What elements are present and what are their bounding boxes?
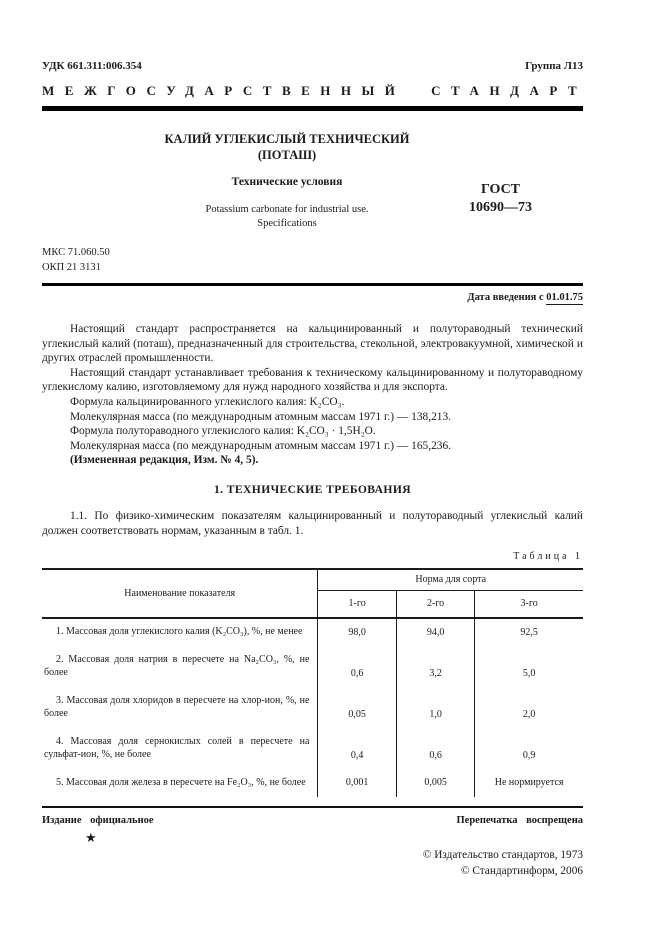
- table-row: [42, 688, 583, 729]
- grade-2-value: 94,0: [396, 618, 474, 647]
- udk-code: УДК 661.311:006.354: [42, 60, 142, 72]
- section-1-heading: 1. ТЕХНИЧЕСКИЕ ТРЕБОВАНИЯ: [213, 482, 412, 496]
- grade-3-value: Не нормируется: [494, 777, 564, 789]
- mks-code: МКС 71.060.50: [42, 247, 110, 258]
- intro-paragraph-2: Настоящий стандарт устанавливает требования к техническому кальцинированному и полутораводному углекислому калию, изготовляемому для нужд народного хозяйства и для экспорта.: [42, 366, 583, 394]
- standard-banner: МЕЖГОСУДАРСТВЕННЫЙ СТАНДАРТ: [42, 83, 588, 98]
- column-header-group: Норма для сорта: [318, 569, 583, 591]
- table-row: [42, 729, 583, 770]
- star-icon: ★: [85, 830, 97, 846]
- top-divider-rule: [42, 106, 583, 111]
- grade-2-value: 1,0: [396, 688, 474, 729]
- indicator-name: 1. Массовая доля углекислого калия (K₂CO₃), %, не менее: [42, 618, 318, 647]
- copyright-line-1973: © Издательство стандартов, 1973: [422, 849, 583, 862]
- column-header-grade-1: 1-го: [318, 591, 396, 619]
- column-header-grade-2: 2-го: [396, 591, 474, 619]
- okp-code: ОКП 21 3131: [42, 262, 101, 273]
- clause-1-1: 1.1. По физико-химическим показателям кальцинированный и полутораводный углекислый калий должен соответствовать нормам, указанным в табл. 1.: [42, 509, 583, 537]
- effective-date-label: Дата введения с: [467, 292, 544, 303]
- codes-block: [42, 245, 583, 275]
- grade-1-value: 0,4: [318, 729, 396, 770]
- page-content: [42, 60, 588, 879]
- gost-number: 10690—73: [469, 200, 532, 215]
- english-title: Potassium carbonate for industrial use.: [205, 204, 369, 215]
- grade-1-value: 0,6: [318, 647, 396, 688]
- document-title: [97, 131, 477, 163]
- group-code: Группа Л13: [525, 60, 583, 72]
- second-divider-rule: [42, 283, 583, 286]
- grade-1-value: 0,05: [318, 688, 396, 729]
- indicator-name: 4. Массовая доля сернокислых солей в пересчете на сульфат-ион, %, не более: [42, 729, 318, 770]
- effective-date-value: 01.01.75: [546, 292, 583, 303]
- grade-1-value: 98,0: [318, 618, 396, 647]
- no-reprint-label: Перепечатка воспрещена: [456, 815, 583, 827]
- table-row: [42, 647, 583, 688]
- classification-row: [42, 60, 583, 72]
- document-title-line1: КАЛИЙ УГЛЕКИСЛЫЙ ТЕХНИЧЕСКИЙ: [164, 132, 410, 146]
- footer-divider-rule: [42, 806, 583, 808]
- formula-calcined-line: Формула кальцинированного углекислого калия: K₂CO₃.: [70, 395, 345, 408]
- indicator-name: 2. Массовая доля натрия в пересчете на Na₂CO₃, %, не более: [42, 647, 318, 688]
- grade-3-value: 5,0: [522, 667, 536, 679]
- gost-designation: [418, 181, 583, 217]
- official-edition-label: Издание официальное: [42, 815, 154, 827]
- table-row: [42, 770, 583, 798]
- grade-3-value: 2,0: [522, 708, 536, 720]
- grade-3-value: 0,9: [522, 749, 536, 761]
- indicator-name: 3. Массовая доля хлоридов в пересчете на хлор-ион, %, не более: [42, 688, 318, 729]
- grade-2-value: 3,2: [396, 647, 474, 688]
- column-header-grade-3: 3-го: [475, 591, 583, 619]
- amendment-note: (Измененная редакция, Изм. № 4, 5).: [70, 454, 259, 467]
- norms-table-header: [42, 569, 583, 618]
- norms-table: [42, 568, 583, 797]
- table-row: [42, 618, 583, 647]
- document-title-line2: (ПОТАШ): [257, 148, 317, 162]
- copyright-line-2006: © Стандартинформ, 2006: [460, 865, 583, 878]
- gost-label: ГОСТ: [480, 182, 521, 197]
- grade-1-value: 0,001: [318, 770, 396, 798]
- column-header-name: Наименование показателя: [42, 569, 318, 618]
- document-subtitle: Технические условия: [231, 176, 343, 188]
- effective-date-line: [42, 292, 583, 303]
- title-section: [42, 131, 583, 275]
- footer-row: [42, 815, 583, 826]
- indicator-name: 5. Массовая доля железа в пересчете на Fe₂O₃, %, не более: [42, 770, 318, 798]
- grade-3-value: 92,5: [520, 626, 538, 638]
- intro-paragraph-1: Настоящий стандарт распространяется на кальцинированный и полутораводный технический углекислый калий (поташ), предназначенный для строительства, стекольной, электровакуумной, химической и других отраслей промышленности.: [42, 323, 583, 365]
- copyright-block: [42, 847, 583, 879]
- molecular-mass-calcined-line: Молекулярная масса (по международным атомным массам 1971 г.) — 138,213.: [70, 410, 451, 423]
- molecular-mass-hydrate-line: Молекулярная масса (по международным атомным массам 1971 г.) — 165,236.: [70, 439, 451, 452]
- formula-hydrate-line: Формула полутораводного углекислого калия: K₂CO₃ · 1,5H₂O.: [70, 425, 376, 438]
- english-subtitle: Specifications: [257, 218, 317, 229]
- grade-2-value: 0,6: [396, 729, 474, 770]
- intro-text: [42, 322, 583, 468]
- grade-2-value: 0,005: [396, 770, 474, 798]
- table-1-label: Таблица 1: [513, 551, 583, 563]
